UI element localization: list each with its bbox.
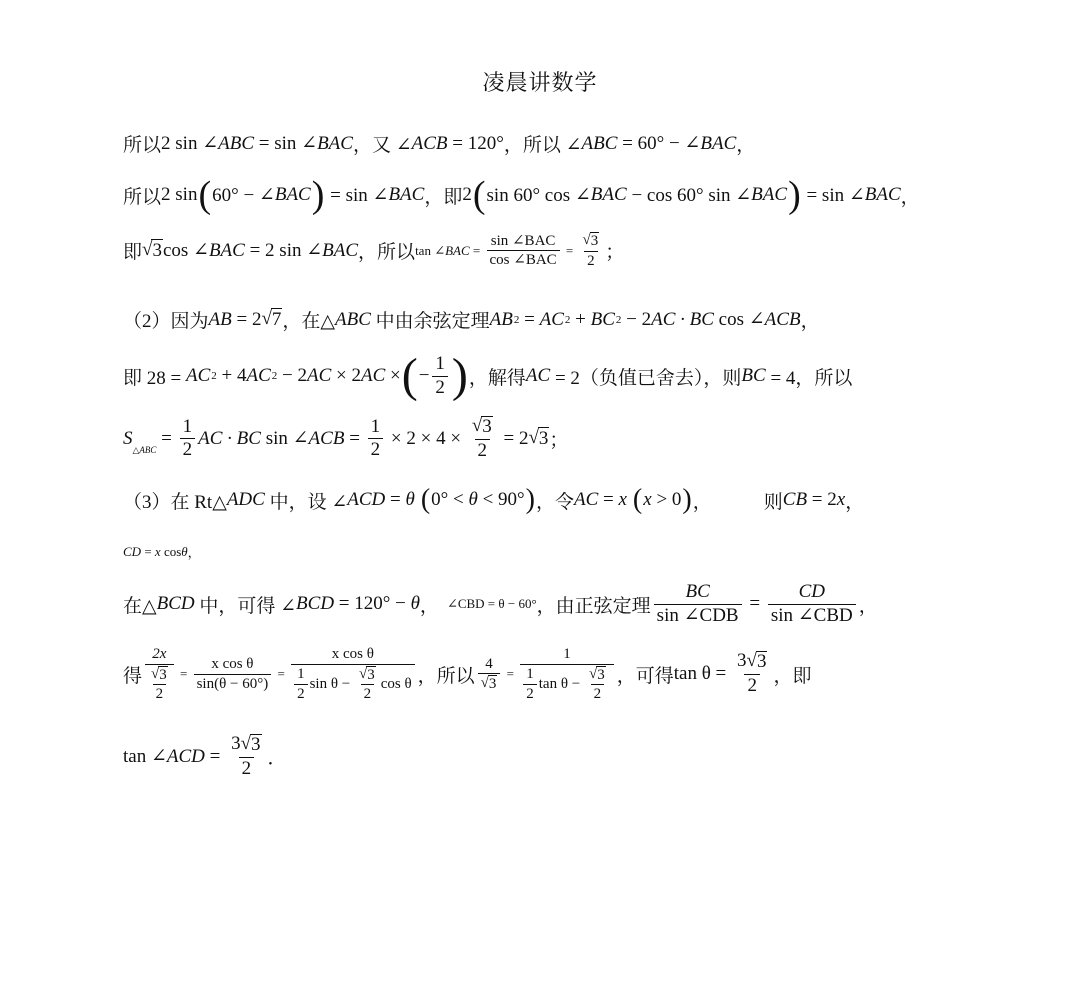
text: 即 <box>123 242 143 263</box>
math: 2 sin <box>161 184 198 205</box>
denominator <box>291 664 415 703</box>
text: ； <box>549 430 569 452</box>
math: × 2 <box>331 365 361 386</box>
math: cos ∠ <box>713 309 765 330</box>
text: ，在△ <box>282 311 336 332</box>
math: = 2 <box>231 308 262 330</box>
math-var: BC <box>590 308 615 330</box>
sqrt: √ 3 <box>746 650 767 673</box>
math-var: BAC <box>322 239 359 261</box>
math-var: AC <box>306 365 332 386</box>
fraction <box>180 417 196 462</box>
math: = 2 sin ∠ <box>244 240 323 261</box>
radicand: 3 <box>152 240 162 261</box>
text: 所以 <box>123 186 162 208</box>
fraction <box>469 416 496 462</box>
text: ， <box>800 311 820 332</box>
sqrt: √ 3 <box>471 415 492 437</box>
math-var: BC <box>741 365 766 386</box>
fraction <box>368 417 384 462</box>
numerator: CD <box>798 581 825 602</box>
superscript: 2 <box>615 313 622 326</box>
math: 2 sin ∠ <box>161 133 219 154</box>
right-paren: ) <box>525 484 535 515</box>
fraction <box>228 734 264 780</box>
text: ， <box>736 135 756 156</box>
fraction <box>478 656 501 693</box>
text: ，所以 ∠ <box>503 135 582 156</box>
fraction <box>291 646 415 703</box>
numerator: 2x <box>152 646 167 662</box>
math: = <box>344 427 365 449</box>
coefficient: 3 <box>737 650 747 672</box>
math: − 2 <box>277 365 307 386</box>
math-var: AC <box>360 365 386 386</box>
coefficient: 3 <box>231 733 241 754</box>
fraction <box>520 646 613 703</box>
math: = <box>598 489 619 510</box>
radicand: 3 <box>538 428 549 450</box>
math: = sin ∠ <box>801 184 865 206</box>
text: ； <box>605 242 625 263</box>
math: 60° − ∠ <box>212 184 275 206</box>
text: ，即 <box>424 186 463 208</box>
radicand: 3 <box>159 666 167 683</box>
math-var: AC <box>246 365 271 386</box>
math: cos θ <box>380 675 412 692</box>
solution-line-7 <box>123 486 864 514</box>
subscript: △ABC <box>132 444 157 455</box>
math: sin 60° cos ∠ <box>486 184 591 206</box>
numerator <box>734 651 770 674</box>
fraction <box>356 666 379 703</box>
denominator: sin ∠CDB <box>654 604 742 627</box>
math: cos ∠ <box>162 240 209 261</box>
radicand: 3 <box>367 666 375 683</box>
sqrt: √ 7 <box>261 308 282 330</box>
math-var: BAC <box>700 132 737 154</box>
numerator: 1 <box>297 666 305 682</box>
numerator: 1 <box>563 646 571 662</box>
math-var: BAC <box>751 184 788 205</box>
fraction <box>654 582 742 627</box>
math-var: AC <box>185 365 211 386</box>
math: = 120° <box>447 132 504 154</box>
math: = <box>562 242 577 258</box>
text: （2）因为 <box>123 311 209 332</box>
text: 中由余弦定理 <box>370 311 490 332</box>
math: = <box>176 666 191 682</box>
text: ，又 ∠ <box>352 135 412 156</box>
text: 则 <box>763 491 783 513</box>
text: ， <box>858 595 878 617</box>
text: ， <box>692 491 712 513</box>
math: tan ∠ <box>415 242 446 258</box>
math-var: BCD <box>296 593 335 615</box>
math-var: θ <box>181 543 188 559</box>
text: ， <box>845 491 865 513</box>
sqrt: √ 3 <box>240 733 261 755</box>
text: ，由正弦定理 <box>536 595 651 617</box>
math: = sin ∠ <box>254 133 318 154</box>
fraction <box>148 666 171 703</box>
math: 2 <box>462 184 472 205</box>
math: = <box>156 427 177 449</box>
solution-line-9 <box>123 582 878 627</box>
math-var: ACB <box>411 132 448 154</box>
denominator: cos ∠BAC <box>487 250 560 269</box>
text: （3）在 Rt△ <box>123 491 227 513</box>
math-var: BCD <box>156 593 195 615</box>
text: ，解得 <box>468 367 526 389</box>
text: ，令 <box>535 491 574 513</box>
math-var: AC <box>525 365 551 386</box>
math: = <box>385 489 406 510</box>
math-var: AB <box>489 308 513 330</box>
page-title: 凌晨讲数学 <box>482 71 598 96</box>
math-var: BAC <box>590 184 627 205</box>
text: 中，设 ∠ <box>264 491 348 513</box>
radicand: 3 <box>590 233 599 249</box>
denominator: 2 <box>153 684 167 703</box>
fraction <box>487 233 560 269</box>
solution-line-2 <box>123 176 920 214</box>
math: = <box>744 593 765 615</box>
math-var: BAC <box>864 184 901 205</box>
solution-line-10 <box>123 646 811 703</box>
denominator: sin(θ − 60°) <box>194 674 272 693</box>
math: × 2 × 4 × <box>386 427 466 449</box>
radicand: 3 <box>251 734 261 755</box>
left-paren: ( <box>198 174 212 216</box>
superscript: 2 <box>211 370 217 382</box>
math-var: x <box>836 489 846 510</box>
radicand: 3 <box>597 666 605 683</box>
denominator: 2 <box>239 757 255 780</box>
sqrt: √ 3 <box>151 665 167 683</box>
math-var: AC <box>573 489 599 510</box>
numerator: 1 <box>435 352 445 374</box>
text: 中，可得 ∠ <box>194 595 297 617</box>
numerator: sin ∠BAC <box>490 232 556 249</box>
solution-line-11 <box>123 734 287 780</box>
superscript: 2 <box>564 313 571 326</box>
left-paren: ( <box>472 174 486 216</box>
math-var: ACB <box>308 427 345 449</box>
numerator <box>228 734 264 757</box>
math-var: x <box>643 489 652 510</box>
denominator <box>145 664 174 703</box>
solution-line-8 <box>123 542 201 561</box>
math: ∠CBD = θ − 60° <box>446 596 537 612</box>
denominator: 2 <box>591 684 605 703</box>
math-var: x <box>154 543 161 559</box>
denominator: 2 <box>523 684 537 703</box>
numerator: BC <box>685 581 710 602</box>
math: = <box>141 543 155 559</box>
math-var: AC · BC <box>651 308 714 330</box>
math: sin θ − <box>309 675 354 692</box>
math: > 0 <box>651 489 682 510</box>
sqrt: √ 3 <box>582 232 599 249</box>
denominator: 2 <box>584 251 598 270</box>
numerator: 1 <box>526 666 534 682</box>
solution-line-3 <box>123 232 624 269</box>
radicand: 7 <box>271 309 282 330</box>
math-var: ACD <box>166 745 205 767</box>
math: = 120° − <box>334 593 411 615</box>
sqrt: √ 3 <box>358 665 375 683</box>
solution-line-6 <box>123 416 568 462</box>
math-var: CB <box>782 489 808 510</box>
math: sin ∠ <box>260 428 309 450</box>
math-var: θ <box>410 593 420 615</box>
math-var: ACB <box>764 308 801 330</box>
right-paren: ) <box>682 484 692 515</box>
math: = <box>204 745 226 767</box>
math: 0° < <box>431 489 469 510</box>
superscript: 2 <box>513 313 520 326</box>
math: = 2 <box>498 427 529 449</box>
sqrt: √ 3 <box>528 427 549 450</box>
numerator: 1 <box>182 415 193 437</box>
text: ，即 <box>773 665 812 687</box>
math-var: θ <box>405 489 415 510</box>
fraction <box>432 354 448 399</box>
denominator: 2 <box>475 439 491 462</box>
fraction <box>145 646 174 703</box>
solution-line-1 <box>123 130 755 157</box>
fraction <box>586 666 609 703</box>
math-var: BAC <box>317 132 353 154</box>
math: − 2 <box>621 308 652 330</box>
fraction <box>580 232 603 269</box>
math: = sin ∠ <box>325 184 389 206</box>
math: = 60° − ∠ <box>617 133 701 154</box>
solution-line-5 <box>123 349 853 402</box>
superscript: 2 <box>271 370 278 382</box>
text: 在△ <box>123 595 157 617</box>
text: ，所以 <box>358 242 416 263</box>
math-var: CD <box>123 543 142 559</box>
math: < 90° <box>477 489 525 510</box>
math-var: BAC <box>445 242 470 258</box>
denominator <box>520 664 613 703</box>
text: 所以 <box>123 135 162 156</box>
math-var: ACD <box>347 489 386 510</box>
math: − <box>418 365 430 386</box>
radicand: 3 <box>482 416 492 437</box>
denominator: 2 <box>744 674 760 697</box>
fraction <box>734 651 770 697</box>
text: ， <box>419 595 439 617</box>
text: ，可得 <box>616 665 674 687</box>
text: ， <box>900 186 920 208</box>
math-var: x <box>618 489 627 510</box>
math: tan θ − <box>538 675 584 692</box>
math-var: AC · BC <box>198 427 261 449</box>
radicand: 3 <box>756 651 767 673</box>
math: = <box>469 242 484 258</box>
math-var: ABC <box>581 132 618 154</box>
math: tan ∠ <box>123 746 167 768</box>
text: = 4，所以 <box>765 367 853 389</box>
left-paren: ( <box>420 484 431 515</box>
right-paren: ) <box>311 174 325 216</box>
numerator: x cos θ <box>211 656 254 673</box>
text: ， <box>187 545 201 560</box>
sqrt: √ 3 <box>142 239 162 261</box>
math-var: S <box>123 427 133 449</box>
math-var: BAC <box>274 184 311 205</box>
numerator: x cos θ <box>331 646 374 662</box>
denominator: 2 <box>368 438 384 461</box>
math: = <box>274 666 289 682</box>
math: + 4 <box>216 365 247 386</box>
text: = 2（负值已舍去），则 <box>550 367 742 389</box>
right-paren: ) <box>451 349 468 402</box>
math-var: ABC <box>218 132 254 154</box>
math: + <box>570 308 591 330</box>
math: = 2 <box>807 489 837 510</box>
math: = <box>503 666 518 682</box>
math-var: AB <box>208 308 232 330</box>
math: 即 28 = <box>123 367 186 389</box>
left-paren: ( <box>401 349 418 402</box>
math-var: θ <box>468 489 478 510</box>
denominator: 2 <box>180 438 196 461</box>
text: ，所以 <box>417 665 475 687</box>
denominator: 2 <box>361 684 375 703</box>
numerator: 4 <box>485 655 493 672</box>
fraction <box>294 666 308 702</box>
solution-line-4 <box>123 306 820 333</box>
fraction <box>768 582 856 627</box>
math: − cos 60° sin ∠ <box>626 184 752 206</box>
math-var: AC <box>539 308 564 330</box>
math: cos <box>160 543 182 559</box>
numerator: 1 <box>370 415 381 437</box>
math-var: BAC <box>208 239 245 261</box>
sqrt: √ 3 <box>480 675 497 693</box>
math: = <box>519 308 540 330</box>
math-var: BAC <box>388 184 425 205</box>
math: tan θ = <box>673 663 732 685</box>
denominator: 2 <box>432 376 448 399</box>
text: ． <box>267 748 287 770</box>
fraction <box>523 666 537 702</box>
denominator: 2 <box>294 684 308 703</box>
fraction <box>194 656 272 692</box>
radicand: 3 <box>488 676 497 693</box>
denominator: sin ∠CBD <box>768 604 856 627</box>
math-var: ABC <box>335 308 371 330</box>
sqrt: √ 3 <box>588 665 605 683</box>
right-paren: ) <box>788 174 801 216</box>
left-paren: ( <box>632 484 643 515</box>
math: × <box>385 365 401 386</box>
text: 得 <box>123 665 143 687</box>
math-var: ADC <box>226 489 265 510</box>
